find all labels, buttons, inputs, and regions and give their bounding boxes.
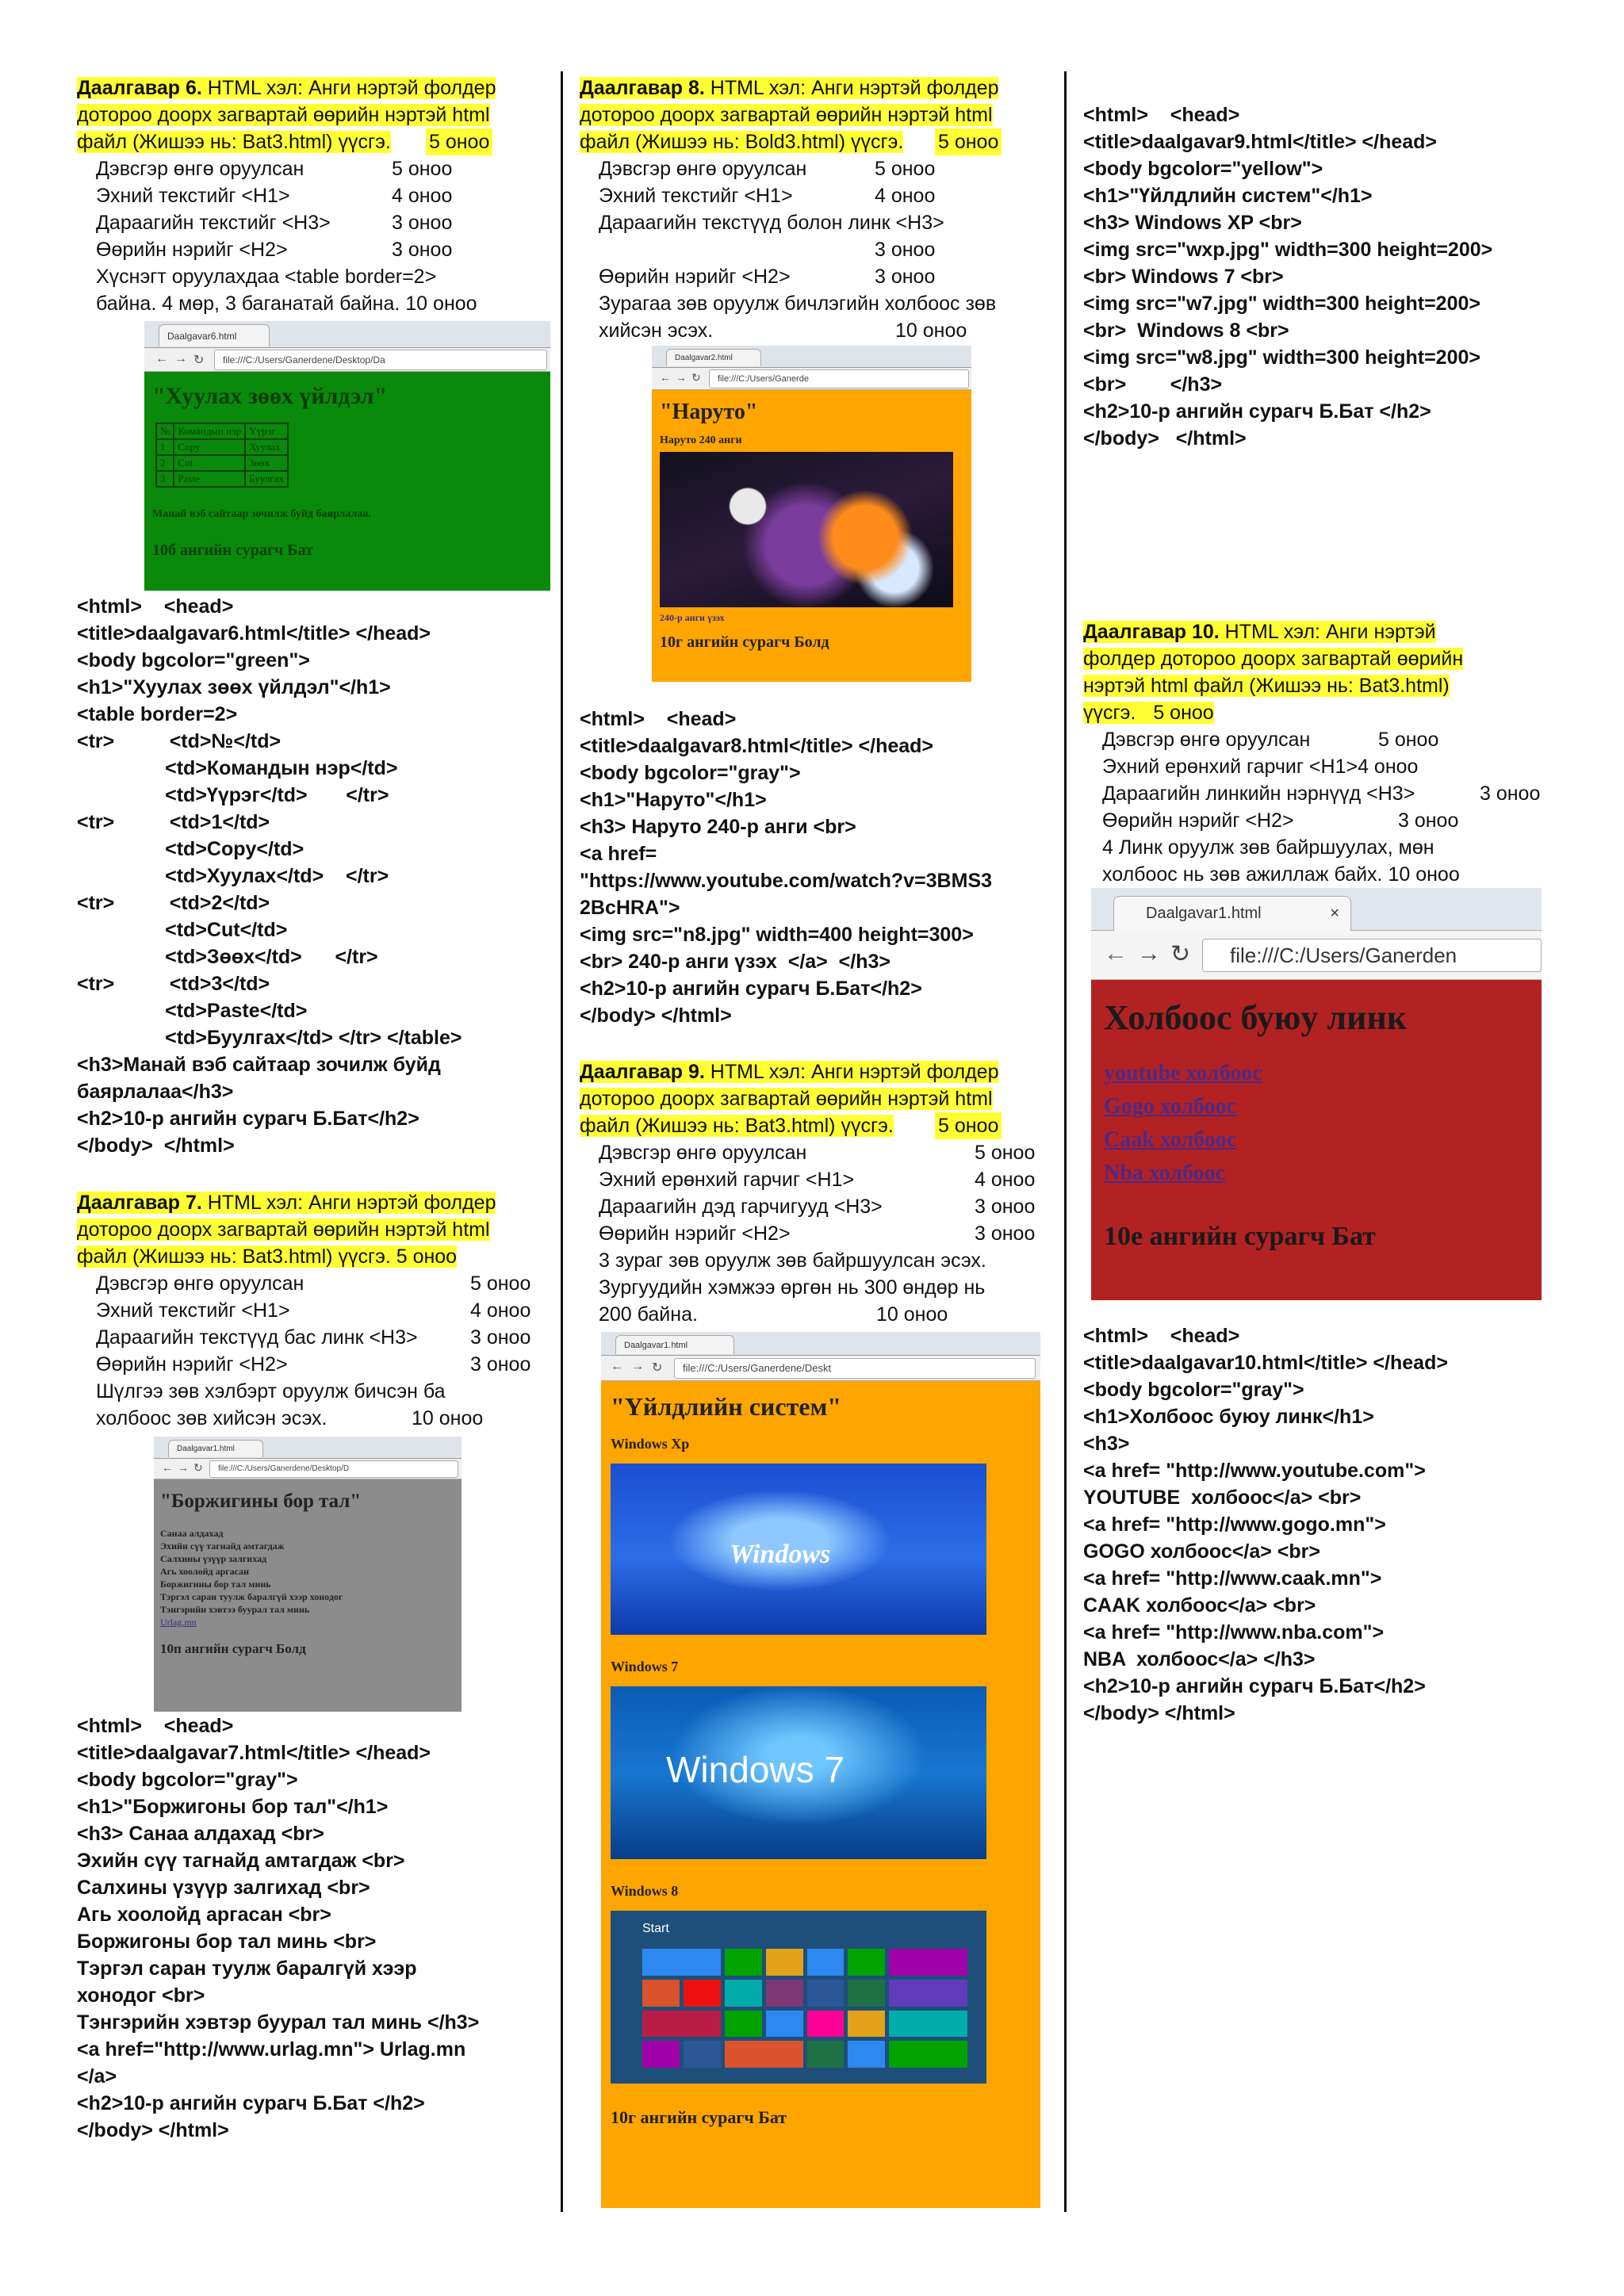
back-arrow-icon: ← — [660, 371, 671, 384]
nba-link[interactable]: Nba холбоос — [1104, 1161, 1226, 1185]
shot-link[interactable]: 240-р анги үзэх — [660, 612, 725, 623]
gogo-link[interactable]: Gogo холбоос — [1104, 1094, 1237, 1119]
windows-logo: Windows — [730, 1540, 831, 1569]
shot-h1: Холбоос буюу линк — [1104, 998, 1408, 1037]
task-6-heading: Даалгавар 6. HTML хэл: Анги нэртэй фолдер дотороо доорх загвартай өөрийн нэртэй html файл (Жишээ нь: Bat3.html) үүсгэ. 5 оноо — [77, 75, 545, 155]
windows-xp-image — [611, 1464, 986, 1635]
task-9-screenshot — [601, 1332, 1040, 2208]
task-10-requirements: Дэвсгэр өнгө оруулсан 5 оноо Эхний ерөнхий гарчиг <H1>4 оноо Дараагийн линкийн нэрнүүд <H3> 3 оноо Өөрийн нэрийг <H2> 3 оноо 4 Линк оруулж зөв байршуулах, мөн холбоос нь зөв ажиллаж байх. 10 оноо — [1102, 729, 1541, 886]
back-arrow-icon: ← — [155, 352, 168, 365]
reload-icon: ↻ — [652, 1361, 663, 1375]
shot-h3-w7: Windows 7 — [611, 1659, 679, 1674]
shot-h3: Наруто 240 анги — [660, 434, 742, 446]
reload-icon[interactable]: ↻ — [1170, 941, 1191, 967]
forward-arrow-icon: → — [676, 371, 687, 384]
windows-8-tiles — [642, 1949, 967, 2068]
shot-h2: 10е ангийн сурагч Бат — [1104, 1222, 1376, 1251]
task-9-code: <html> <head> <title>daalgavar9.html</title> </head> <body bgcolor="yellow"> <h1>"Үйлдлийн систем"</h1> <h3> Windows XP <br> <img src="wxp.jpg" width=300 height=200> <br> Windows 7 <br> <img src="w7.jpg" width=300 height=200> <br> Windows 8 <br> <img src="w8.jpg" width=300 height=200> <br> </h3> <h2>10-р ангийн сурагч Б.Бат </h2> </body> </html> — [1083, 104, 1493, 450]
browser-chrome — [601, 1332, 1040, 1356]
browser-chrome — [1091, 888, 1542, 931]
shot-poem: Санаа алдахад Эхийн сүү тагнайд амтагдаж Салхины үзүүр залгихад Агь хоолойд аргасан Боржигины бор тал минь Тэргэл саран туулж баралгүй хээр хонодог Тэнгэрийн хэвтээ буурал тал минь Urlag.mn — [154, 1513, 462, 1628]
shot-h2: 10г ангийн сурагч Болд — [660, 633, 829, 651]
shot-links — [1091, 1038, 1542, 1190]
task-6-code: <html> <head> <title>daalgavar6.html</title> </head> <body bgcolor="green"> <h1>"Хуулах зөөх үйлдэл"</h1> <table border=2> <tr> <td>№</td> <td>Командын нэр</td> <td>Үүрэг</td> </tr> <tr> <td>1</td> <td>Copy</td> <td>Хуулах</td> </tr> <tr> <td>2</td> <td>Cut</td> <td>Зөөх</td> </tr> <tr> <td>3</td> <td>Paste</td> <td>Буулгах</td> </tr> </table> <h3>Манай вэб сайтаар зочилж буйд баярлалаа</h3> <h2>10-р ангийн сурагч Б.Бат</h2> </body> </html> — [77, 595, 462, 1157]
shot-h2: 10п ангийн сурагч Болд — [160, 1641, 306, 1656]
task-8-screenshot — [652, 346, 971, 682]
browser-tab: Daalgavar2.html — [666, 349, 761, 366]
close-tab-icon[interactable]: × — [1330, 905, 1339, 922]
windows-8-start-label: Start — [642, 1922, 669, 1935]
shot-h1: "Хуулах зөөх үйлдэл" — [152, 383, 388, 409]
windows-8-image — [611, 1911, 986, 2084]
task-7 — [77, 1189, 545, 1432]
windows-7-logo: Windows 7 — [666, 1749, 845, 1790]
shot-h1: "Боржигины бор тал" — [160, 1490, 362, 1512]
caak-link[interactable]: Caak холбоос — [1104, 1127, 1237, 1152]
task-8-requirements: Дэвсгэр өнгө оруулсан 5 оноо Эхний текстийг <H1> 4 оноо Дараагийн текстүүд болон линк <H3> 3 оноо Өөрийн нэрийг <H2> 3 оноо Зурагаа зөв оруулж бичлэгийн холбоос зөв хийсэн эсэх. 10 оноо — [599, 158, 997, 342]
address-bar[interactable]: file:///C:/Users/Ganerden — [1202, 939, 1542, 972]
browser-chrome — [144, 321, 550, 348]
task-7-code: <html> <head> <title>daalgavar7.html</title> </head> <body bgcolor="gray"> <h1>"Боржигоны бор тал"</h1> <h3> Санаа алдахад <br> Эхийн сүү тагнайд амтагдаж <br> Салхины үзүүр залгихад <br> Агь хоолойд аргасан <br> Боржигоны бор тал минь <br> Тэргэл саран туулж баралгүй хээр хонодог <br> Тэнгэрийн хэвтэр буурал тал минь </h3> <a href="http://www.urlag.mn"> Urlag.mn </a> <h2>10-р ангийн сурагч Б.Бат </h2> </body> </html> — [77, 1715, 480, 2141]
task-6 — [77, 75, 545, 317]
shot-link[interactable]: Urlag.mn — [160, 1617, 197, 1628]
shot-h2: 10г ангийн сурагч Бат — [611, 2107, 787, 2127]
forward-arrow-icon: → — [178, 1461, 189, 1474]
column-divider-1 — [561, 71, 563, 2212]
task-10 — [1083, 618, 1559, 888]
browser-chrome — [652, 346, 971, 368]
shot-h3: Манай вэб сайтаар зочилж буйд баярлалаа. — [152, 508, 371, 520]
column-right — [1083, 0, 1559, 2296]
reload-icon: ↻ — [691, 371, 701, 384]
back-arrow-icon: ← — [611, 1360, 623, 1373]
column-divider-2 — [1064, 71, 1067, 2212]
task-7-requirements: Дэвсгэр өнгө оруулсан 5 оноо Эхний текстийг <H1> 4 оноо Дараагийн текстүүд бас линк <H3> 3 оноо Өөрийн нэрийг <H2> 3 оноо Шүлгээ зөв хэлбэрт оруулж бичсэн ба холбоос зөв хийсэн эсэх. 10 оноо — [96, 1272, 531, 1429]
shot-table: № Командын нэр Үүрэг 1 Copy Хуулах 2 Cut Зөөх 3 Paste Буулгах — [155, 423, 289, 488]
address-bar: file:///C:/Users/Ganerdene/Desktop/D — [209, 1460, 458, 1478]
browser-tab: Daalgavar6.html — [159, 324, 270, 346]
task-10-code: <html> <head> <title>daalgavar10.html</title> </head> <body bgcolor="gray"> <h1>Холбоос буюу линк</h1> <h3> <a href= "http://www.youtube.com"> YOUTUBE холбоос</a> <br> <a href= "http://www.gogo.mn"> GOGO холбоос</a> <br> <a href= "http://www.caak.mn"> CAAK холбоос</a> <br> <a href= "http://www.nba.com"> NBA холбоос</a> </h3> <h2>10-р ангийн сурагч Б.Бат</h2> </body> </html> — [1083, 1325, 1448, 1724]
task-7-screenshot — [154, 1437, 462, 1712]
task-10-screenshot — [1091, 888, 1542, 1300]
browser-tab: Daalgavar1.html — [615, 1335, 734, 1354]
back-arrow-icon[interactable]: ← — [1104, 940, 1128, 966]
shot-h3-w8: Windows 8 — [611, 1883, 679, 1899]
shot-h1: "Үйлдлийн систем" — [611, 1392, 842, 1421]
task-9-heading: Даалгавар 9. HTML хэл: Анги нэртэй фолдер дотороо доорх загвартай өөрийн нэртэй html файл (Жишээ нь: Bat3.html) үүсгэ. 5 оноо — [580, 1058, 1048, 1139]
reload-icon: ↻ — [193, 354, 205, 367]
naruto-image[interactable] — [660, 452, 953, 607]
task-6-requirements: Дэвсгэр өнгө оруулсан 5 оноо Эхний текстийг <H1> 4 оноо Дараагийн текстийг <H3> 3 оноо Өөрийн нэрийг <H2> 3 оноо Хүснэгт оруулахдаа <table border=2> байна. 4 мөр, 3 баганатай байна. 10 оноо — [96, 158, 477, 315]
shot-h2: 10б ангийн сурагч Бат — [152, 541, 313, 559]
forward-arrow-icon[interactable]: → — [1137, 940, 1161, 966]
browser-tab: Daalgavar1.html × — [1113, 896, 1351, 931]
forward-arrow-icon: → — [631, 1360, 644, 1373]
address-bar: file:///C:/Users/Ganerdene/Desktop/Da — [214, 350, 547, 370]
windows-7-image — [611, 1686, 986, 1859]
address-bar: file:///C:/Users/Ganerde — [709, 369, 969, 388]
browser-tab: Daalgavar1.html — [168, 1440, 263, 1457]
task-9-requirements: Дэвсгэр өнгө оруулсан 5 оноо Эхний ерөнхий гарчиг <H1> 4 оноо Дараагийн дэд гарчигууд <H3> 3 оноо Өөрийн нэрийг <H2> 3 оноо 3 зураг зөв оруулж зөв байршуулсан эсэх. Зургуудийн хэмжээ өргөн нь 300 өндөр нь 200 байна. 10 оноо — [599, 1142, 1036, 1326]
reload-icon: ↻ — [193, 1461, 203, 1474]
address-bar: file:///C:/Users/Ganerdene/Deskt — [674, 1358, 1036, 1379]
column-middle — [580, 0, 1048, 2296]
task-8 — [580, 75, 1048, 344]
task-6-screenshot — [144, 321, 550, 591]
task-9 — [580, 1058, 1048, 1328]
task-7-heading: Даалгавар 7. HTML хэл: Анги нэртэй фолдер дотороо доорх загвартай өөрийн нэртэй html файл (Жишээ нь: Bat3.html) үүсгэ. 5 оноо — [77, 1192, 496, 1268]
task-8-code: <html> <head> <title>daalgavar8.html</title> </head> <body bgcolor="gray"> <h1>"Наруто"</h1> <h3> Наруто 240-р анги <br> <a href= "https://www.youtube.com/watch?v=3BMS3 2BcHRA"> <img src="n8.jpg" width=400 height=300> <br> 240-р анги үзэх </a> </h3> <h2>10-р ангийн сурагч Б.Бат</h2> </body> </html> — [580, 708, 993, 1027]
shot-h1: "Наруто" — [660, 400, 758, 424]
back-arrow-icon: ← — [162, 1461, 173, 1474]
task-8-heading: Даалгавар 8. HTML хэл: Анги нэртэй фолдер дотороо доорх загвартай өөрийн нэртэй html файл (Жишээ нь: Bold3.html) үүсгэ. 5 оноо — [580, 75, 1048, 155]
forward-arrow-icon: → — [174, 352, 187, 365]
task-10-heading: Даалгавар 10. HTML хэл: Анги нэртэй фолдер дотороо доорх загвартай өөрийн нэртэй html файл (Жишээ нь: Bat3.html) үүсгэ. 5 оноо — [1083, 621, 1464, 724]
youtube-link[interactable]: youtube холбоос — [1104, 1061, 1262, 1085]
browser-chrome — [154, 1437, 462, 1459]
column-left — [77, 0, 545, 2296]
shot-h3-xp: Windows Xp — [611, 1436, 690, 1452]
